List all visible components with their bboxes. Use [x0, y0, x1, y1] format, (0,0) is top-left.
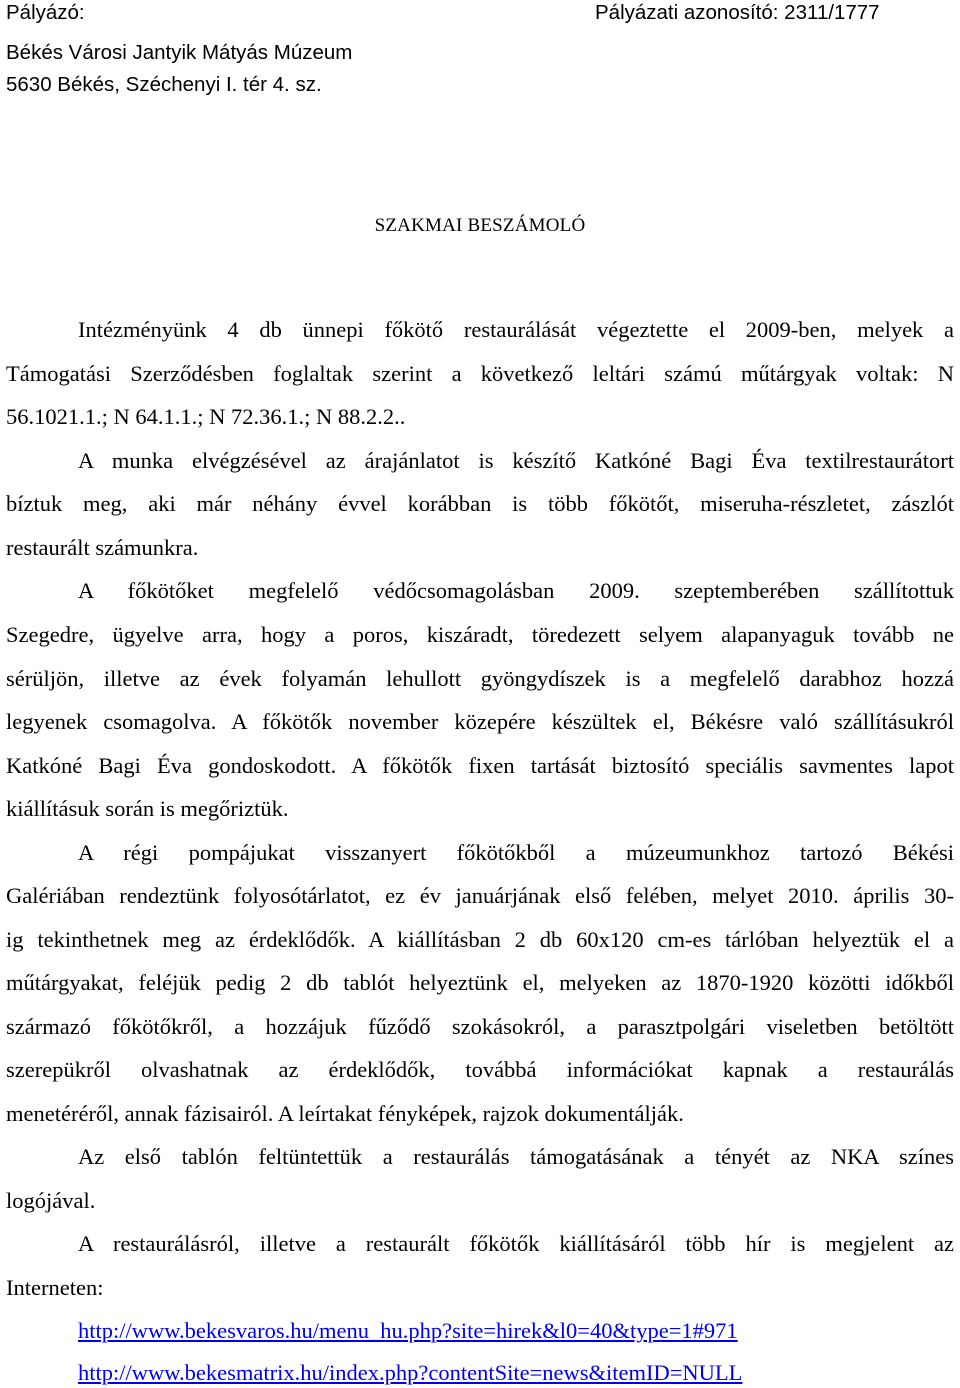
paragraph-line: kiállításuk során is megőriztük.: [6, 796, 289, 821]
paragraph-line: Támogatási Szerződésben foglaltak szerint a következő leltári számú műtárgyak voltak: N: [6, 361, 954, 386]
paragraph-line: A főkötőket megfelelő védőcsomagolásban 2009. szeptemberében szállítottuk: [78, 578, 954, 603]
applicant-label: Pályázó:: [6, 1, 85, 24]
paragraph-line: műtárgyakat, feléjük pedig 2 db tablót helyeztünk el, melyeken az 1870-1920 közötti időkből: [6, 970, 954, 995]
paragraph-line: logójával.: [6, 1188, 96, 1213]
paragraph-line: ig tekinthetnek meg az érdeklődők. A kiállításban 2 db 60x120 cm-es tárlóban helyeztük el a: [6, 927, 954, 952]
news-link-bekesvaros[interactable]: [78, 1318, 960, 1344]
organization-name: Békés Városi Jantyik Mátyás Múzeum: [6, 41, 353, 64]
paragraph-line: Az első tablón feltüntettük a restaurálás támogatásának a tényét az NKA színes: [78, 1144, 954, 1169]
paragraph-line: Katkóné Bagi Éva gondoskodott. A főkötők fixen tartását biztosító speciális savmentes lapot: [6, 753, 954, 778]
paragraph-line: Interneten:: [6, 1275, 104, 1300]
paragraph-line: menetéréről, annak fázisairól. A leírtakat fényképek, rajzok dokumentálják.: [6, 1101, 684, 1126]
news-link-bekesmatrix[interactable]: [78, 1360, 960, 1386]
paragraph-line: Galériában rendeztünk folyosótárlatot, ez év januárjának első felében, melyet 2010. április 30-: [6, 883, 954, 908]
paragraph-line: legyenek csomagolva. A főkötők november közepére készültek el, Békésre való szállításukról: [6, 709, 954, 734]
application-id: Pályázati azonosító: 2311/1777: [595, 1, 880, 24]
paragraph-line: A restaurálásról, illetve a restaurált főkötők kiállításáról több hír is megjelent az: [78, 1231, 954, 1256]
paragraph-line: 56.1021.1.; N 64.1.1.; N 72.36.1.; N 88.2.2..: [6, 404, 406, 429]
paragraph-line: sérüljön, illetve az évek folyamán lehullott gyöngydíszek is a megfelelő darabhoz hozzá: [6, 666, 954, 691]
hyperlink[interactable]: http://www.bekesvaros.hu/menu_hu.php?site=hirek&l0=40&type=1#971: [78, 1318, 738, 1343]
report-title: SZAKMAI BESZÁMOLÓ: [374, 215, 586, 236]
paragraph-line: restaurált számunkra.: [6, 535, 199, 560]
paragraph-line: szerepükről olvashatnak az érdeklődők, továbbá információkat kapnak a restaurálás: [6, 1057, 954, 1082]
paragraph-line: A munka elvégzésével az árajánlatot is készítő Katkóné Bagi Éva textilrestaurátort: [78, 448, 954, 473]
paragraph-line: bíztuk meg, aki már néhány évvel korábban is több főkötőt, miseruha-részletet, zászlót: [6, 491, 954, 516]
organization-address: 5630 Békés, Széchenyi I. tér 4. sz.: [6, 73, 322, 96]
paragraph-line: Intézményünk 4 db ünnepi főkötő restaurálását végeztette el 2009-ben, melyek a: [78, 317, 954, 342]
paragraph-line: Szegedre, ügyelve arra, hogy a poros, kiszáradt, töredezett selyem alapanyaguk tovább ne: [6, 622, 954, 647]
paragraph-line: származó főkötőkről, a hozzájuk fűződő szokásokról, a parasztpolgári viseletben betöltött: [6, 1014, 954, 1039]
paragraph-line: A régi pompájukat visszanyert főkötőkből a múzeumunkhoz tartozó Békési: [78, 840, 954, 865]
hyperlink[interactable]: http://www.bekesmatrix.hu/index.php?contentSite=news&itemID=NULL: [78, 1360, 743, 1385]
